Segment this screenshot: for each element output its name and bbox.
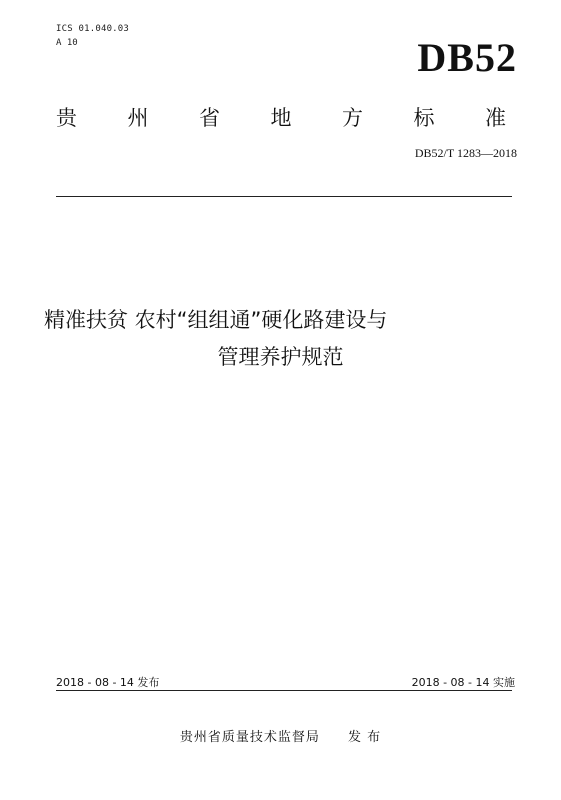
ics-code: ICS 01.040.03 — [56, 24, 130, 34]
standard-type-char: 标 — [413, 106, 435, 130]
issuer-action: 发 布 — [347, 730, 382, 745]
implementation-date: 2018 - 08 - 14 实施 — [411, 676, 515, 689]
standard-number: DB52/T 1283—2018 — [414, 146, 517, 160]
document-title-line-1: 精准扶贫 农村“组组通”硬化路建设与 — [44, 308, 388, 332]
document-title-line-2: 管理养护规范 — [217, 345, 344, 369]
issuing-authority: 贵州省质量技术监督局 — [179, 730, 320, 745]
issue-date: 2018 - 08 - 14 发布 — [56, 676, 160, 689]
top-divider — [56, 196, 512, 197]
ccs-code: A 10 — [56, 38, 78, 48]
standard-type-char: 州 — [127, 106, 149, 130]
issuer-line — [0, 726, 561, 745]
bottom-divider — [56, 690, 512, 691]
standard-code-logo: DB52 — [417, 35, 517, 80]
standard-type-char: 省 — [199, 106, 220, 130]
standard-type-char: 贵 — [56, 106, 77, 130]
standard-type-char: 准 — [485, 106, 506, 130]
standard-type-heading — [56, 102, 506, 132]
standard-type-char: 方 — [342, 106, 363, 130]
standard-type-char: 地 — [270, 106, 292, 130]
